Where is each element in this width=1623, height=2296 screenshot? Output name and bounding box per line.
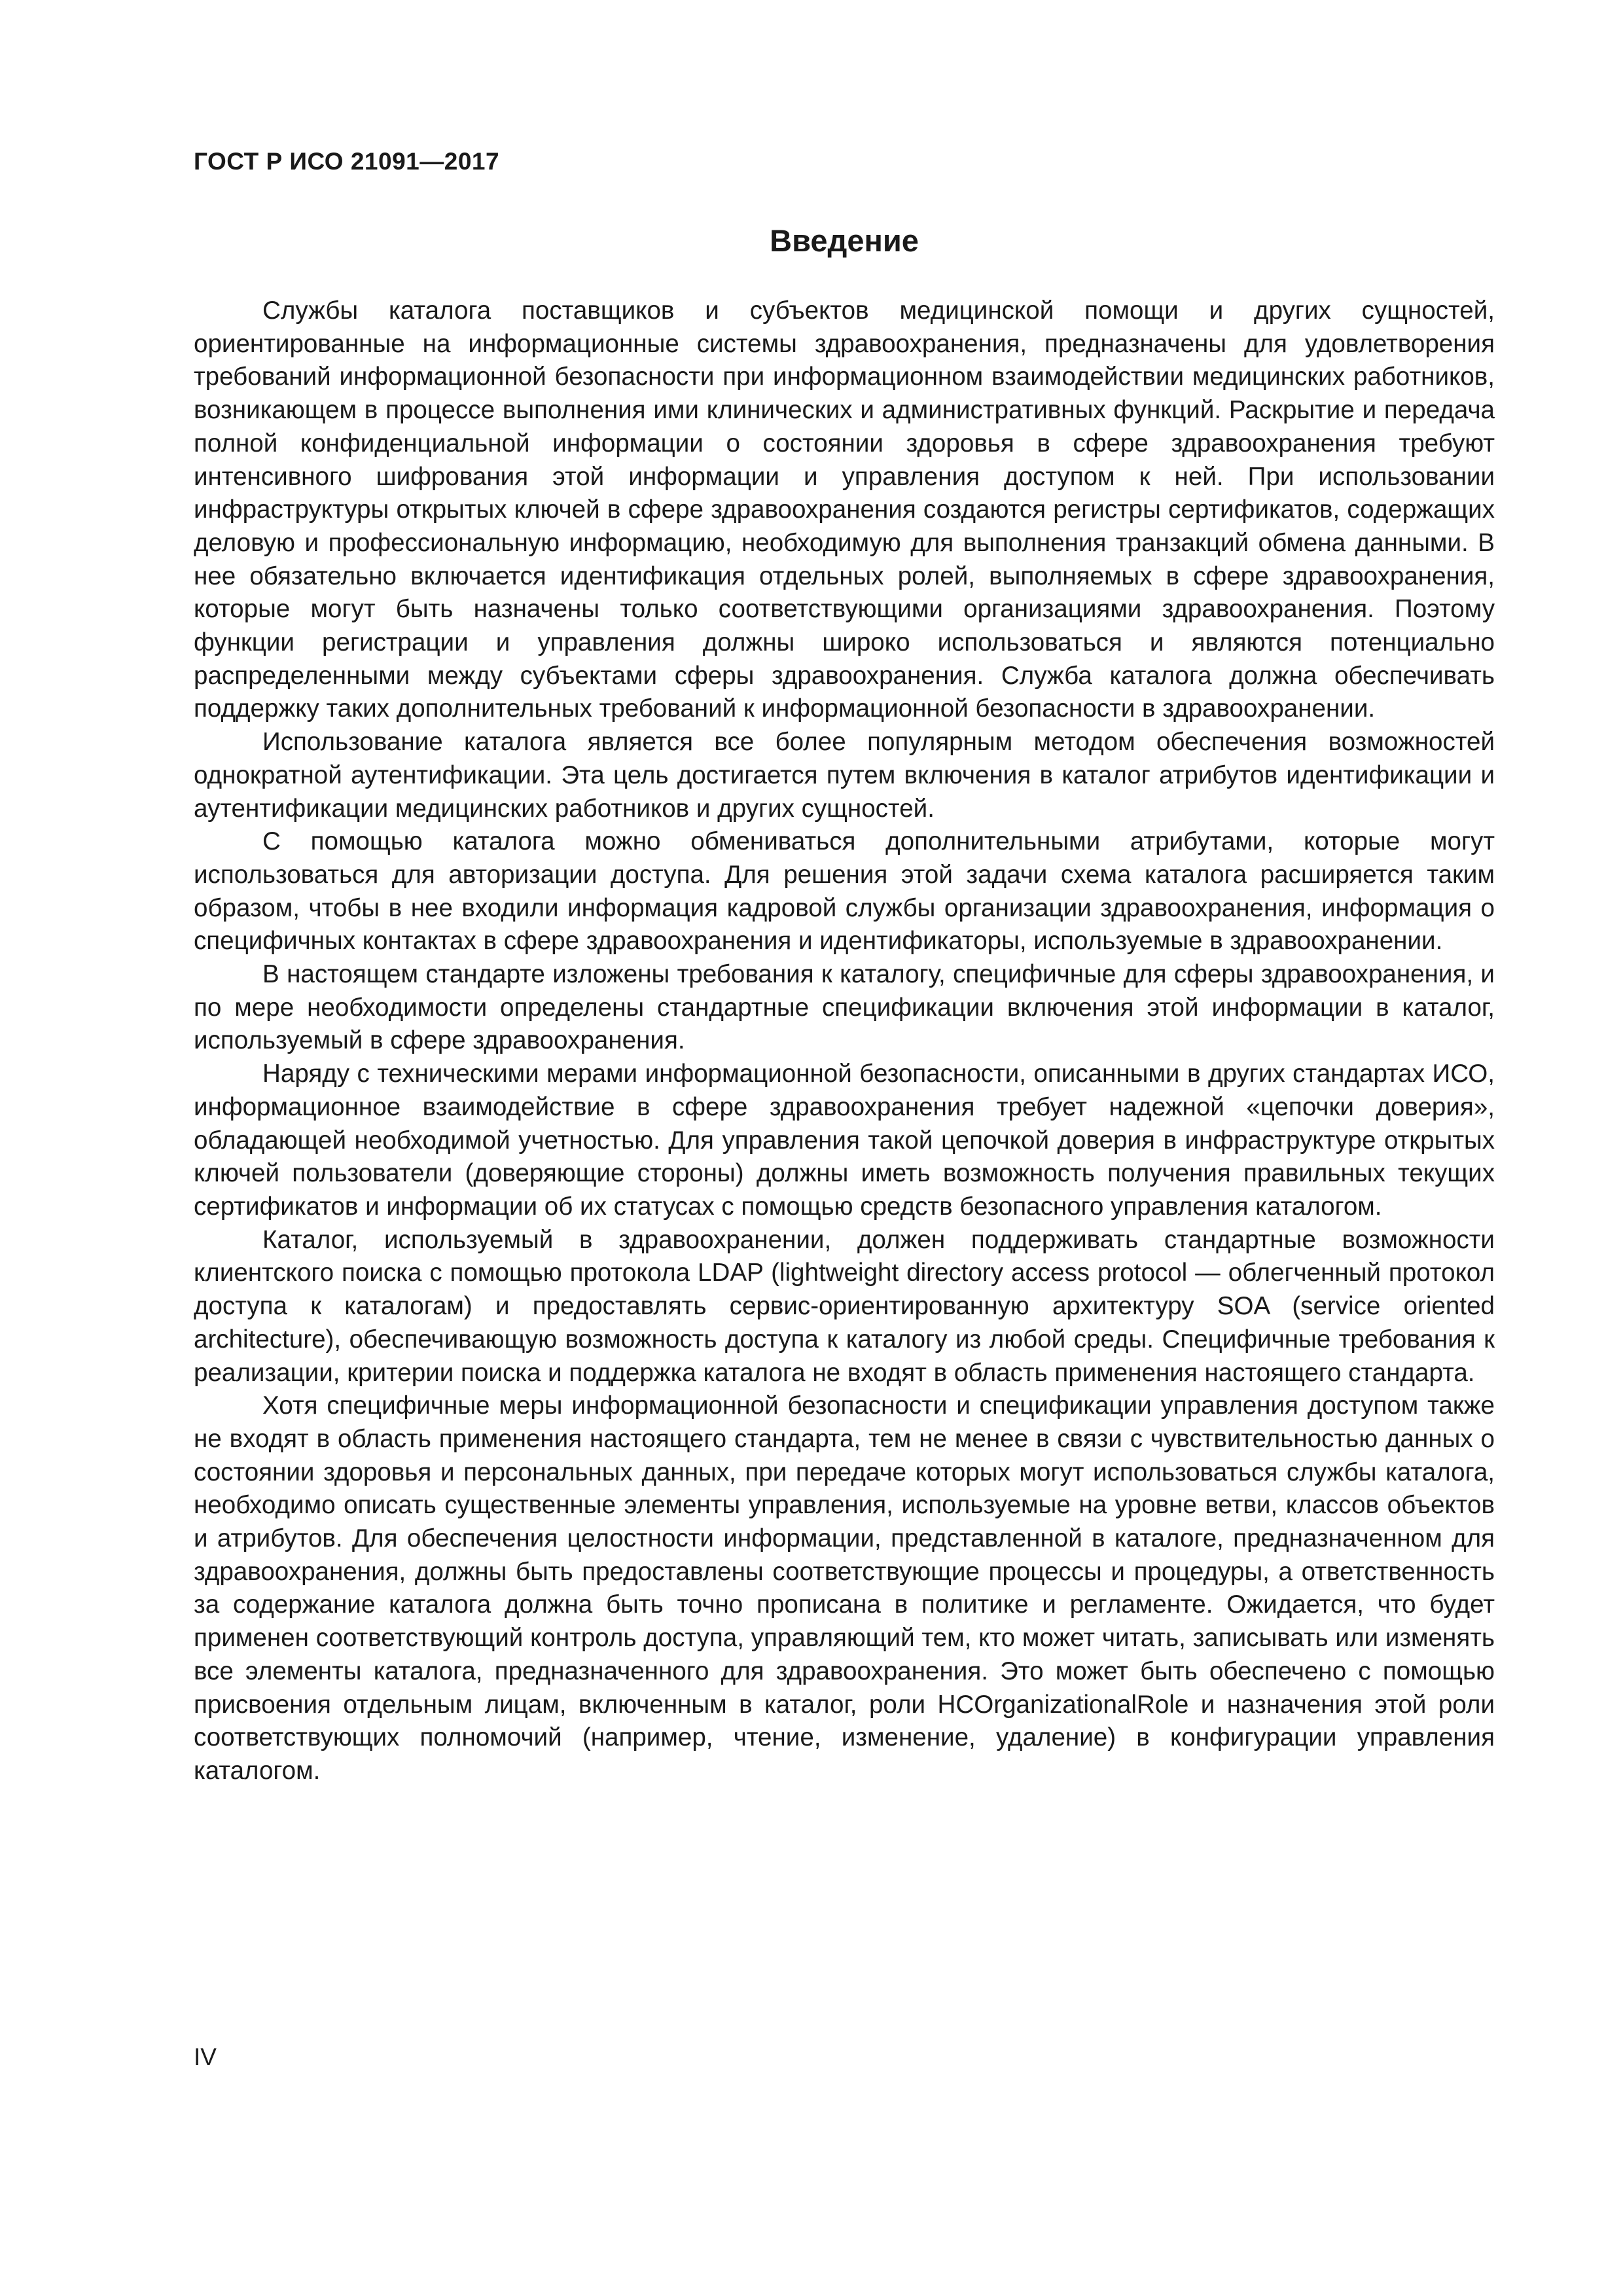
paragraph-3: С помощью каталога можно обмениваться дополнительными атрибутами, которые могут использоваться для авторизации доступа. Для решения этой задачи схема каталога расширяется таким образом, чтобы в нее входили информация кадровой службы организации здравоохранения, информация о специфичных контактах в сфере здравоохранения и идентификаторы, используемые в здравоохранении. [194,827,1495,956]
paragraph-2: Использование каталога является все более популярным методом обеспечения возможностей однократной аутентификации. Эта цель достигается путем включения в каталог атрибутов идентификации и аутентификации медицинских работников и других сущностей. [194,728,1495,823]
paragraph-5: Наряду с техническими мерами информационной безопасности, описанными в других стандартах ИСО, информационное взаимодействие в сфере здравоохранения требует надежной «цепочки доверия», обладающей необходимой учетностью. Для управления такой цепочкой доверия в инфраструктуре открытых ключей пользователи (доверяющие стороны) должны иметь возможность получения правильных текущих сертификатов и информации об их статусах с помощью средств безопасного управления каталогом. [194,1060,1495,1221]
paragraph-6: Каталог, используемый в здравоохранении, должен поддерживать стандартные возможности клиентского поиска с помощью протокола LDAP (lightweight directory access protocol — облегченный протокол доступа к каталогам) и предоставлять сервис-ориентированную архитектуру SOA (service oriented architecture), обеспечивающую возможность доступа к каталогу из любой среды. Специфичные требования к реализации, критерии поиска и поддержка каталога не входят в область применения настоящего стандарта. [194,1225,1495,1387]
paragraph-4: В настоящем стандарте изложены требования к каталогу, специфичные для сферы здравоохранения, и по мере необходимости определены стандартные спецификации включения этой информации в каталог, используемый в сфере здравоохранения. [194,960,1495,1055]
page-number: IV [194,2043,217,2070]
paragraph-7: Хотя специфичные меры информационной безопасности и спецификации управления доступом также не входят в область применения настоящего стандарта, тем не менее в связи с чувствительностью данных о состоянии здоровья и персональных данных, при передаче которых могут использоваться службы каталога, необходимо описать существенные элементы управления, используемые на уровне ветви, классов объектов и атрибутов. Для обеспечения целостности информации, представленной в каталоге, предназначенном для здравоохранения, должны быть предоставлены соответствующие процессы и процедуры, а ответственность за содержание каталога должна быть точно прописана в политике и регламенте. Ожидается, что будет применен соответствующий контроль доступа, управляющий тем, кто может читать, записывать или изменять все элементы каталога, предназначенного для здравоохранения. Это может быть обеспечено с помощью присвоения отдельным лицам, включенным в каталог, роли HCOrganizationalRole и назначения этой роли соответствующих полномочий (например, чтение, изменение, удаление) в конфигурации управления каталогом. [194,1391,1495,1785]
section-title: Введение [770,223,919,258]
section-body [194,295,1495,1788]
paragraph-1: Службы каталога поставщиков и субъектов медицинской помощи и других сущностей, ориентированные на информационные системы здравоохранения, предназначены для удовлетворения требований информационной безопасности при информационном взаимодействии медицинских работников, возникающем в процессе выполнения ими клинических и административных функций. Раскрытие и передача полной конфиденциальной информации о состоянии здоровья в сфере здравоохранения требуют интенсивного шифрования этой информации и управления доступом к ней. При использовании инфраструктуры открытых ключей в сфере здравоохранения создаются регистры сертификатов, содержащих деловую и профессиональную информацию, необходимую для выполнения транзакций обмена данными. В нее обязательно включается идентификация отдельных ролей, выполняемых в сфере здравоохранения, которые могут быть назначены только соответствующими организациями здравоохранения. Поэтому функции регистрации и управления должны широко использоваться и являются потенциально распределенными между субъектами сферы здравоохранения. Служба каталога должна обеспечивать поддержку таких дополнительных требований к информационной безопасности в здравоохранении. [194,296,1495,723]
document-code-header: ГОСТ Р ИСО 21091—2017 [194,148,500,175]
